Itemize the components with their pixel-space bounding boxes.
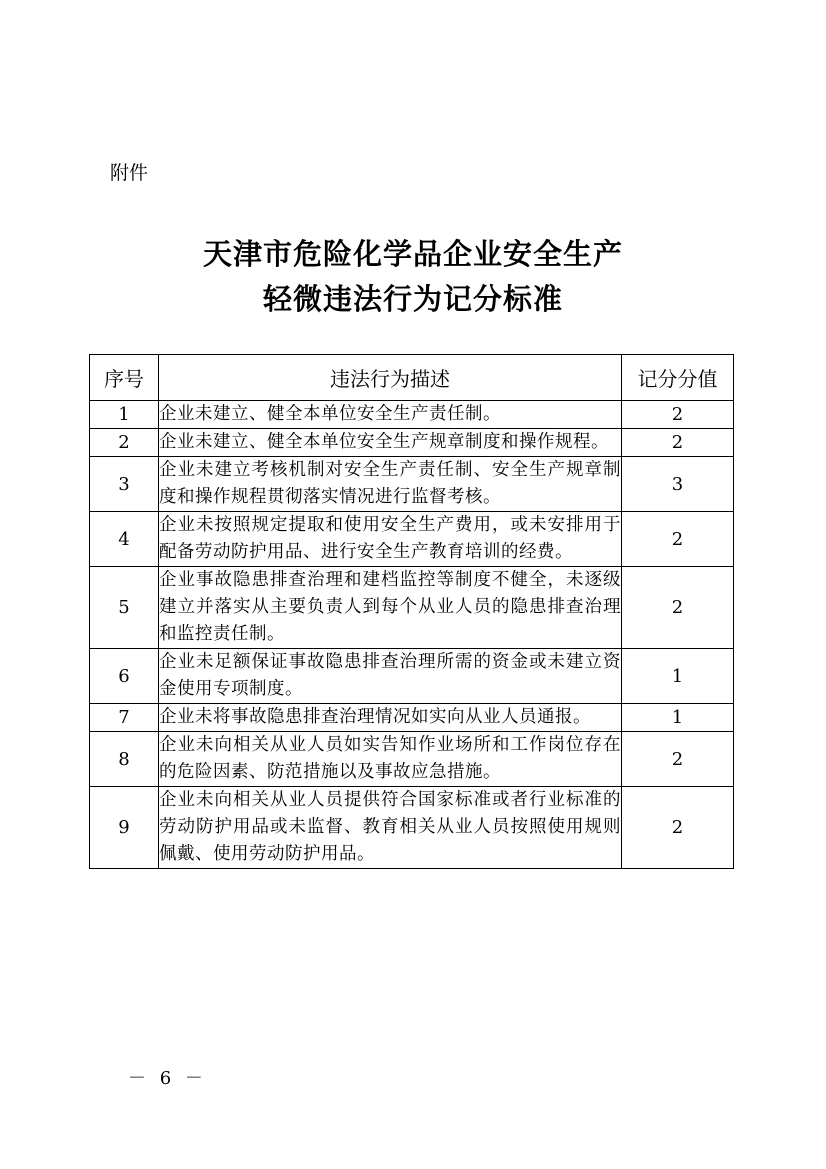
row-number: 8 [90, 732, 159, 787]
row-score: 1 [622, 649, 734, 704]
row-score: 2 [622, 401, 734, 429]
row-description: 企业未向相关从业人员如实告知作业场所和工作岗位存在的危险因素、防范措施以及事故应急措施。 [159, 732, 622, 787]
table-header-row [90, 355, 734, 401]
row-score: 2 [622, 567, 734, 649]
table-row [90, 704, 734, 732]
row-description: 企业未建立、健全本单位安全生产责任制。 [159, 401, 622, 429]
row-number: 2 [90, 429, 159, 457]
table-row [90, 457, 734, 512]
row-score: 1 [622, 704, 734, 732]
header-violation-description: 违法行为描述 [159, 355, 622, 401]
table-row [90, 401, 734, 429]
table-row [90, 567, 734, 649]
header-serial-number: 序号 [90, 355, 159, 401]
row-description: 企业未足额保证事故隐患排查治理所需的资金或未建立资金使用专项制度。 [159, 649, 622, 704]
table-row [90, 429, 734, 457]
row-number: 7 [90, 704, 159, 732]
row-score: 2 [622, 429, 734, 457]
row-description: 企业事故隐患排查治理和建档监控等制度不健全，未逐级建立并落实从主要负责人到每个从业人员的隐患排查治理和监控责任制。 [159, 567, 622, 649]
row-score: 2 [622, 512, 734, 567]
row-number: 6 [90, 649, 159, 704]
page-number: － 6 － [128, 1068, 207, 1089]
header-score: 记分分值 [622, 355, 734, 401]
row-number: 1 [90, 401, 159, 429]
row-number: 9 [90, 787, 159, 869]
row-score: 3 [622, 457, 734, 512]
table-row [90, 732, 734, 787]
scoring-standards-table [89, 354, 734, 869]
document-title-line-1: 天津市危险化学品企业安全生产 [202, 237, 623, 271]
row-description: 企业未将事故隐患排查治理情况如实向从业人员通报。 [159, 704, 622, 732]
row-score: 2 [622, 732, 734, 787]
row-description: 企业未向相关从业人员提供符合国家标准或者行业标准的劳动防护用品或未监督、教育相关从业人员按照使用规则佩戴、使用劳动防护用品。 [159, 787, 622, 869]
row-score: 2 [622, 787, 734, 869]
document-title-line-2: 轻微违法行为记分标准 [262, 282, 563, 316]
table-row [90, 787, 734, 869]
row-number: 4 [90, 512, 159, 567]
table-row [90, 649, 734, 704]
row-number: 5 [90, 567, 159, 649]
row-description: 企业未按照规定提取和使用安全生产费用，或未安排用于配备劳动防护用品、进行安全生产教育培训的经费。 [159, 512, 622, 567]
table-row [90, 512, 734, 567]
row-description: 企业未建立、健全本单位安全生产规章制度和操作规程。 [159, 429, 622, 457]
row-description: 企业未建立考核机制对安全生产责任制、安全生产规章制度和操作规程贯彻落实情况进行监督考核。 [159, 457, 622, 512]
row-number: 3 [90, 457, 159, 512]
attachment-label: 附件 [110, 162, 149, 184]
